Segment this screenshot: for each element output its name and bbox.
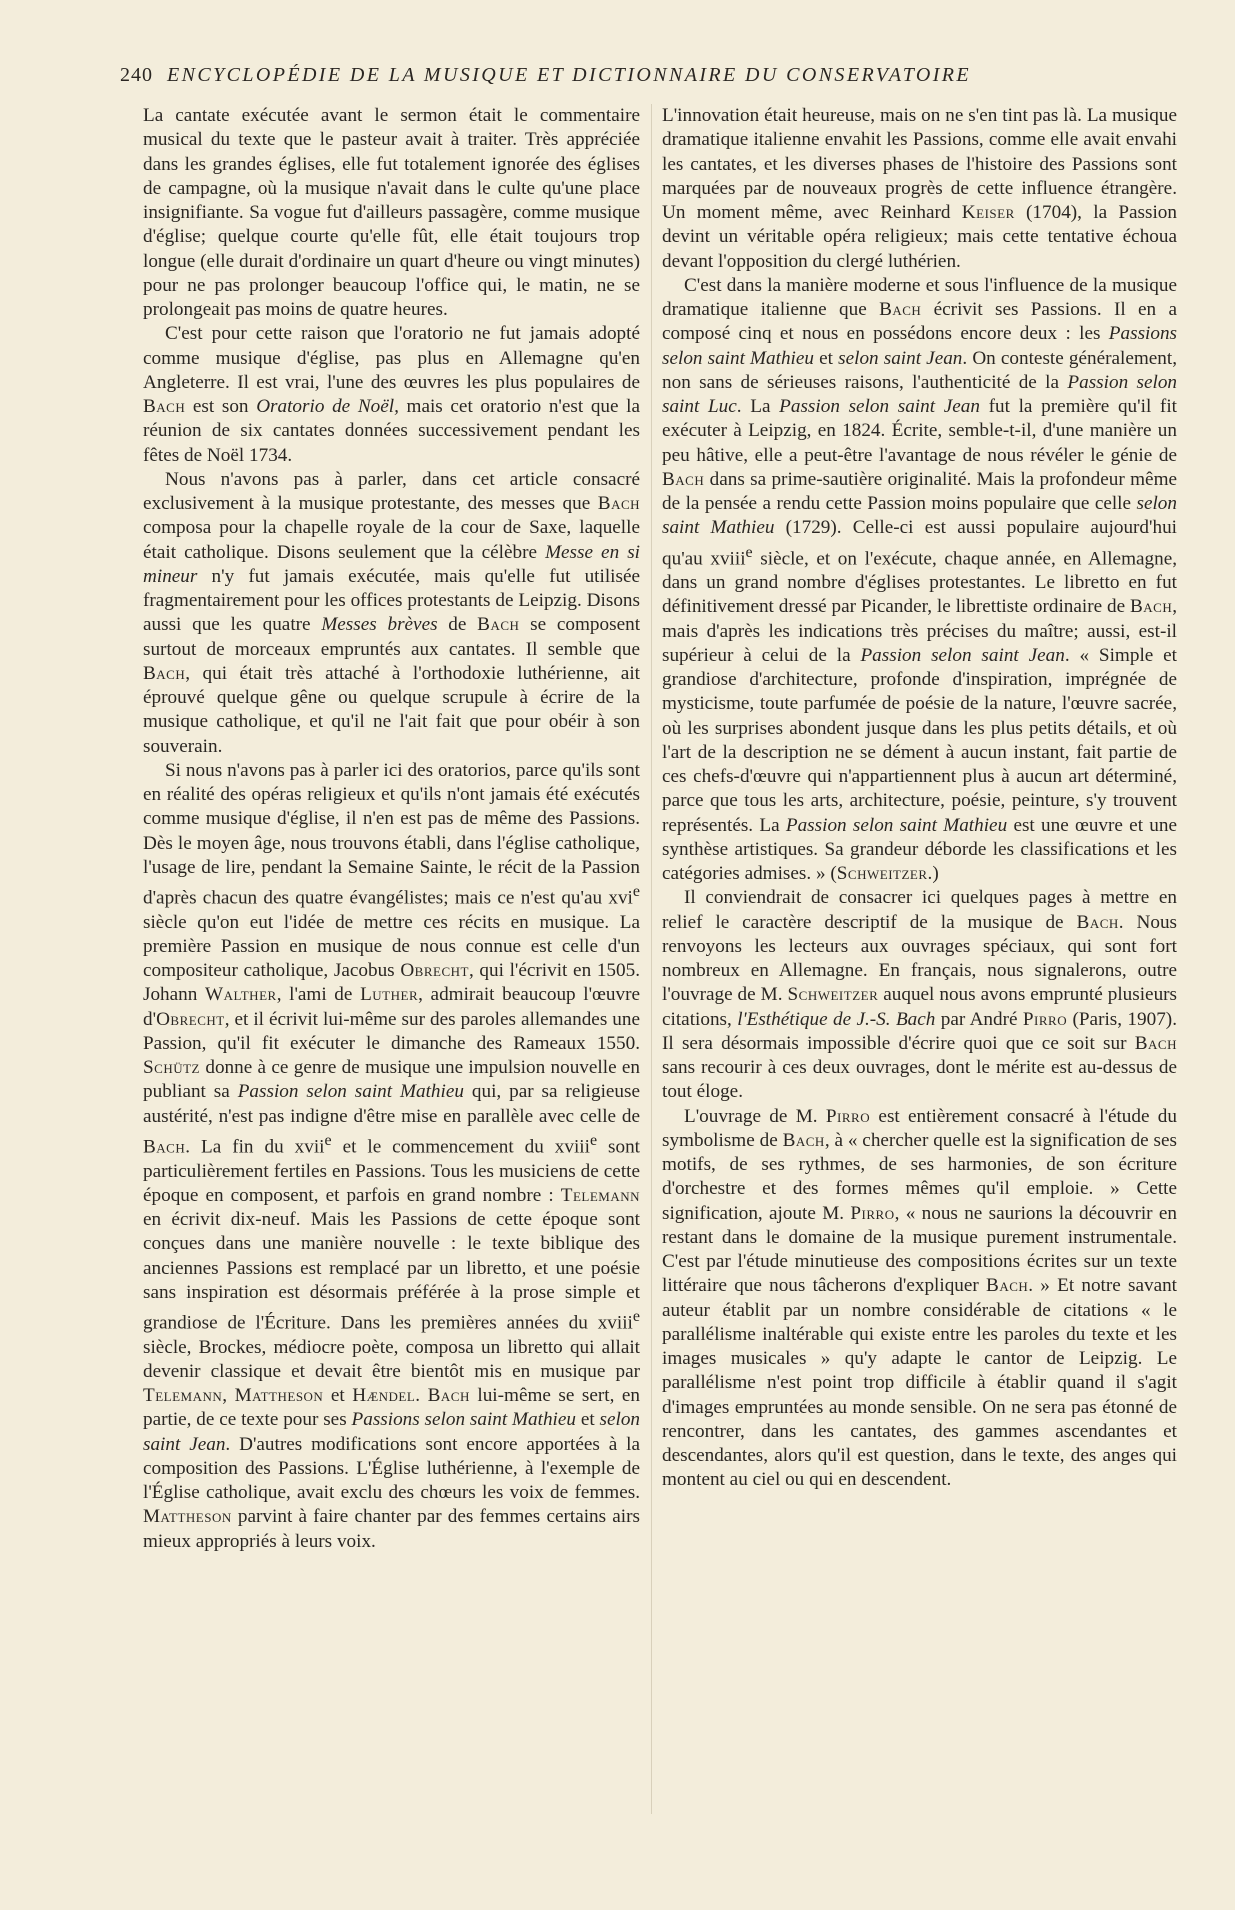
left-column [143, 104, 640, 1554]
composer-name: Bach [597, 493, 641, 514]
work-title: Oratorio de Noël, [256, 396, 399, 417]
composer-name: Bach [986, 1275, 1029, 1297]
author-name: Pirro [850, 1202, 895, 1224]
running-title: ENCYCLOPÉDIE DE LA MUSIQUE ET DICTIONNAIRE DU CONSERVATOIRE [167, 64, 972, 86]
composer-name: Bach [427, 1385, 470, 1407]
composer-name: Bach [879, 299, 922, 320]
author-name: Pirro [825, 1105, 871, 1127]
composer-name: Telemann [560, 1184, 640, 1206]
paragraph: Il conviendrait de consacrer ici quelques pages à mettre en relief le caractère descriptif de la musique de Bach. Nous renvoyons les lecteurs aux ouvrages spéciaux, qui sont fort nombreux en Allemagne. En français, nous signalerons, outre l'ouvrage de M. Schweitzer auquel nous avons emprunté plusieurs citations, l'Esthétique de J.-S. Bach par André Pirro (Paris, 1907). Il sera désormais impossible d'écrire quoi que ce soit sur Bach sans recourir à ces deux ouvrages, dont le mérite est au-dessus de tout éloge. [662, 887, 1178, 1103]
composer-name: Mattheson [143, 1506, 232, 1528]
composer-name: Bach [143, 662, 186, 684]
work-title: Passion selon saint Jean [860, 644, 1065, 666]
composer-name: Keiser [961, 202, 1015, 223]
paragraph: L'innovation était heureuse, mais on ne s'en tint pas là. La musique dramatique italienne envahit les Passions, comme elle avait envahi les cantates, et les diverses phases de l'histoire des Passions sont marquées par de nouveaux progrès de cette influence étrangère. Un moment même, avec Reinhard Keiser (1704), la Passion devint un véritable opéra religieux; mais cette tentative échoua devant l'opposition du clergé luthérien. [662, 105, 1177, 272]
work-title: Messes brèves [321, 614, 438, 636]
work-title: selon saint Jean [838, 347, 963, 369]
composer-name: Bach [477, 614, 520, 636]
paragraph: C'est dans la manière moderne et sous l'influence de la musique dramatique italienne que Bach écrivit ses Passions. Il en a composé cinq et nous en possédons encore deux : les Passions selon saint Mathieu et selon saint Jean. On conteste généralement, non sans de sérieuses raisons, l'authenticité de la Passion selon saint Luc. La Passion selon saint Jean fut la première qu'il fit exécuter à Leipzig, en 1824. Écrite, semble-t-il, d'une manière un peu hâtive, elle a peut-être l'avantage de nous révéler le génie de Bach dans sa prime-sautière originalité. Mais la profondeur même de la pensée a rendu cette Passion moins populaire que celle selon saint Mathieu (1729). Celle-ci est aussi populaire aujourd'hui qu'au xviii$^e$ siècle, et on l'exécute, chaque année, en Allemagne, dans un grand nombre d'églises protestantes. Le libretto en fut définitivement dressé par Picander, le librettiste ordinaire de Bach, mais d'après les indications très précises du maître; aussi, est-il supérieur à celui de la Passion selon saint Jean. « Simple et grandiose d'architecture, profonde d'inspiration, imprégnée de mysticisme, toute parfumée de poésie de la nature, l'œuvre sacrée, où les surprises abondent jusque dans les plus petits détails, et où l'art de la description ne se dément à aucun instant, fait partie de ces chefs-d'œuvre qui n'appartiennent plus à aucun art déterminé, parce que tous les arts, architecture, poésie, peinture, s'y trouvent représentés. La Passion selon saint Mathieu est une œuvre et une synthèse artistiques. Sa grandeur déborde les classifications et les catégories admises. » (Schweitzer.) [662, 274, 1178, 885]
author-name: Schweitzer [836, 863, 928, 885]
work-title: Passions selon saint Mathieu [662, 323, 1178, 369]
composer-name: Bach [782, 1129, 825, 1151]
work-title: Passion selon saint Mathieu [237, 1081, 464, 1103]
work-title: selon saint Mathieu [662, 493, 1177, 539]
composer-name: Mattheson [234, 1385, 324, 1407]
composer-name: Schütz [143, 1057, 201, 1079]
composer-name: Bach [143, 1136, 186, 1158]
paragraph: La cantate exécutée avant le sermon était le commentaire musical du texte que le pasteur avait à traiter. Très appréciée dans les grandes églises, elle fut totalement ignorée des églises de campagne, où la musique n'avait dans le culte qu'une place insignifiante. Sa vogue fut d'ailleurs passagère, comme musique d'église; quelque courte qu'elle fût, elle était toujours trop longue (elle durait d'ordinaire un quart d'heure ou vingt minutes) pour ne pas prolonger beaucoup l'office qui, le matin, ne se prolongeait pas moins de quatre heures. [143, 105, 640, 320]
running-header [120, 64, 1060, 87]
work-title: selon saint Jean [143, 1409, 641, 1455]
paragraph: Si nous n'avons pas à parler ici des oratorios, parce qu'ils sont en réalité des opéras religieux et qu'ils n'ont jamais été exécutés comme musique d'église, il n'en est pas de même des Passions. Dès le moyen âge, nous trouvons établi, dans l'église catholique, l'usage de lire, pendant la Semaine Sainte, le récit de la Passion d'après chacun des quatre évangélistes; mais ce n'est qu'au xvi$^e$ siècle qu'on eut l'idée de mettre ces récits en musique. La première Passion en musique de nous connue est celle d'un compositeur catholique, Jacobus Obrecht, qui l'écrivit en 1505. Johann Walther, l'ami de Luther, admirait beaucoup l'œuvre d'Obrecht, et il écrivit lui-même sur des paroles allemandes une Passion, qu'il fit exécuter le dimanche des Rameaux 1550. Schütz donne à ce genre de musique une impulsion nouvelle en publiant sa Passion selon saint Mathieu qui, par sa religieuse austérité, n'est pas indigne d'être mise en parallèle avec celle de Bach. La fin du xvii$^e$ et le commencement du xviii$^e$ sont particulièrement fertiles en Passions. Tous les musiciens de cette époque en composent, et parfois en grand nombre : Telemann en écrivit dix-neuf. Mais les Passions de cette époque sont conçues dans une manière nouvelle : le texte biblique des anciennes Passions est remplacé par un libretto, et une poésie sans inspiration est désormais préférée à la prose simple et grandiose de l'Écriture. Dans les premières années du xviii$^e$ siècle, Brockes, médiocre poète, composa un libretto qui allait devenir classique et devait être bientôt mis en musique par Telemann, Mattheson et Hændel. Bach lui-même se sert, en partie, de ce texte pour ses Passions selon saint Mathieu et selon saint Jean. D'autres modifications sont encore apportées à la composition des Passions. L'Église luthérienne, à l'exemple de l'Église catholique, avait exclu des chœurs les voix de femmes. Mattheson parvint à faire chanter par des femmes certains airs mieux appropriés à leurs voix. [143, 759, 641, 1552]
paragraph: Nous n'avons pas à parler, dans cet article consacré exclusivement à la musique protestante, des messes que Bach composa pour la chapelle royale de la cour de Saxe, laquelle était catholique. Disons seulement que la célèbre Messe en si mineur n'y fut jamais exécutée, mais qu'elle fut utilisée fragmentairement pour les offices protestants de Leipzig. Disons aussi que les quatre Messes brèves de Bach se composent surtout de morceaux empruntés aux cantates. Il semble que Bach, qui était très attaché à l'orthodoxie luthérienne, ait éprouvé quelque gêne ou quelque scrupule à écrire de la musique catholique, et qu'il ne l'ait fait que pour obéir à son souverain. [143, 468, 641, 757]
composer-name: Bach [1134, 1032, 1177, 1054]
composer-name: Bach [1129, 596, 1173, 618]
composer-name: Obrecht [156, 1008, 225, 1030]
paragraph: L'ouvrage de M. Pirro est entièrement consacré à l'étude du symbolisme de Bach, à « chercher quelle est la signification de ses motifs, de ses rythmes, de ses harmonies, de son écriture d'orchestre et des formes mêmes qu'il emploie. » Cette signification, ajoute M. Pirro, « nous ne saurions la découvrir en restant dans le domaine de la musique purement instrumentale. C'est par l'étude minutieuse des compositions écrites sur un texte littéraire que nous tâcherons d'expliquer Bach. » Et notre savant auteur établit par un nombre considérable de citations « le parallélisme inaltérable qui existe entre les paroles du texte et les images musicales » qu'y adapte le cantor de Leipzig. Le parallélisme n'est point trop difficile à établir quand il s'agit d'images empruntées au monde sensible. On ne sera pas étonné de rencontrer, dans les cantates, des gammes ascendantes et descendantes, alors qu'il est question, dans le texte, des anges qui montent au ciel ou qui en descendent. [662, 1105, 1178, 1491]
work-title: Passion selon saint Jean [779, 396, 980, 417]
work-title: Passion selon saint Luc [662, 371, 1178, 417]
composer-name: Bach [1076, 911, 1119, 933]
work-title: Messe en si mineur [143, 541, 641, 587]
author-name: Pirro [1022, 1008, 1068, 1030]
page-number: 240 [120, 64, 153, 86]
composer-name: Hændel [352, 1385, 416, 1407]
author-name: Schweitzer [787, 984, 879, 1006]
paragraph: C'est pour cette raison que l'oratorio ne fut jamais adopté comme musique d'église, pas plus en Allemagne qu'en Angleterre. Il est vrai, l'une des œuvres les plus populaires de Bach est son Oratorio de Noël, mais cet oratorio n'est que la réunion de six cantates données successivement pendant les fêtes de Noël 1734. [143, 323, 641, 466]
composer-name: Luther [360, 984, 419, 1006]
composer-name: Bach [143, 396, 186, 417]
composer-name: Walther [205, 984, 277, 1006]
composer-name: Obrecht [400, 960, 469, 982]
work-title: Passion selon saint Mathieu [785, 814, 1008, 836]
composer-name: Bach [662, 468, 705, 490]
column-divider [651, 104, 652, 1814]
right-column [662, 104, 1177, 1493]
work-title: l'Esthétique de J.-S. Bach [737, 1008, 936, 1030]
composer-name: Telemann [143, 1385, 223, 1407]
work-title: Passions selon saint Mathieu [351, 1409, 576, 1431]
